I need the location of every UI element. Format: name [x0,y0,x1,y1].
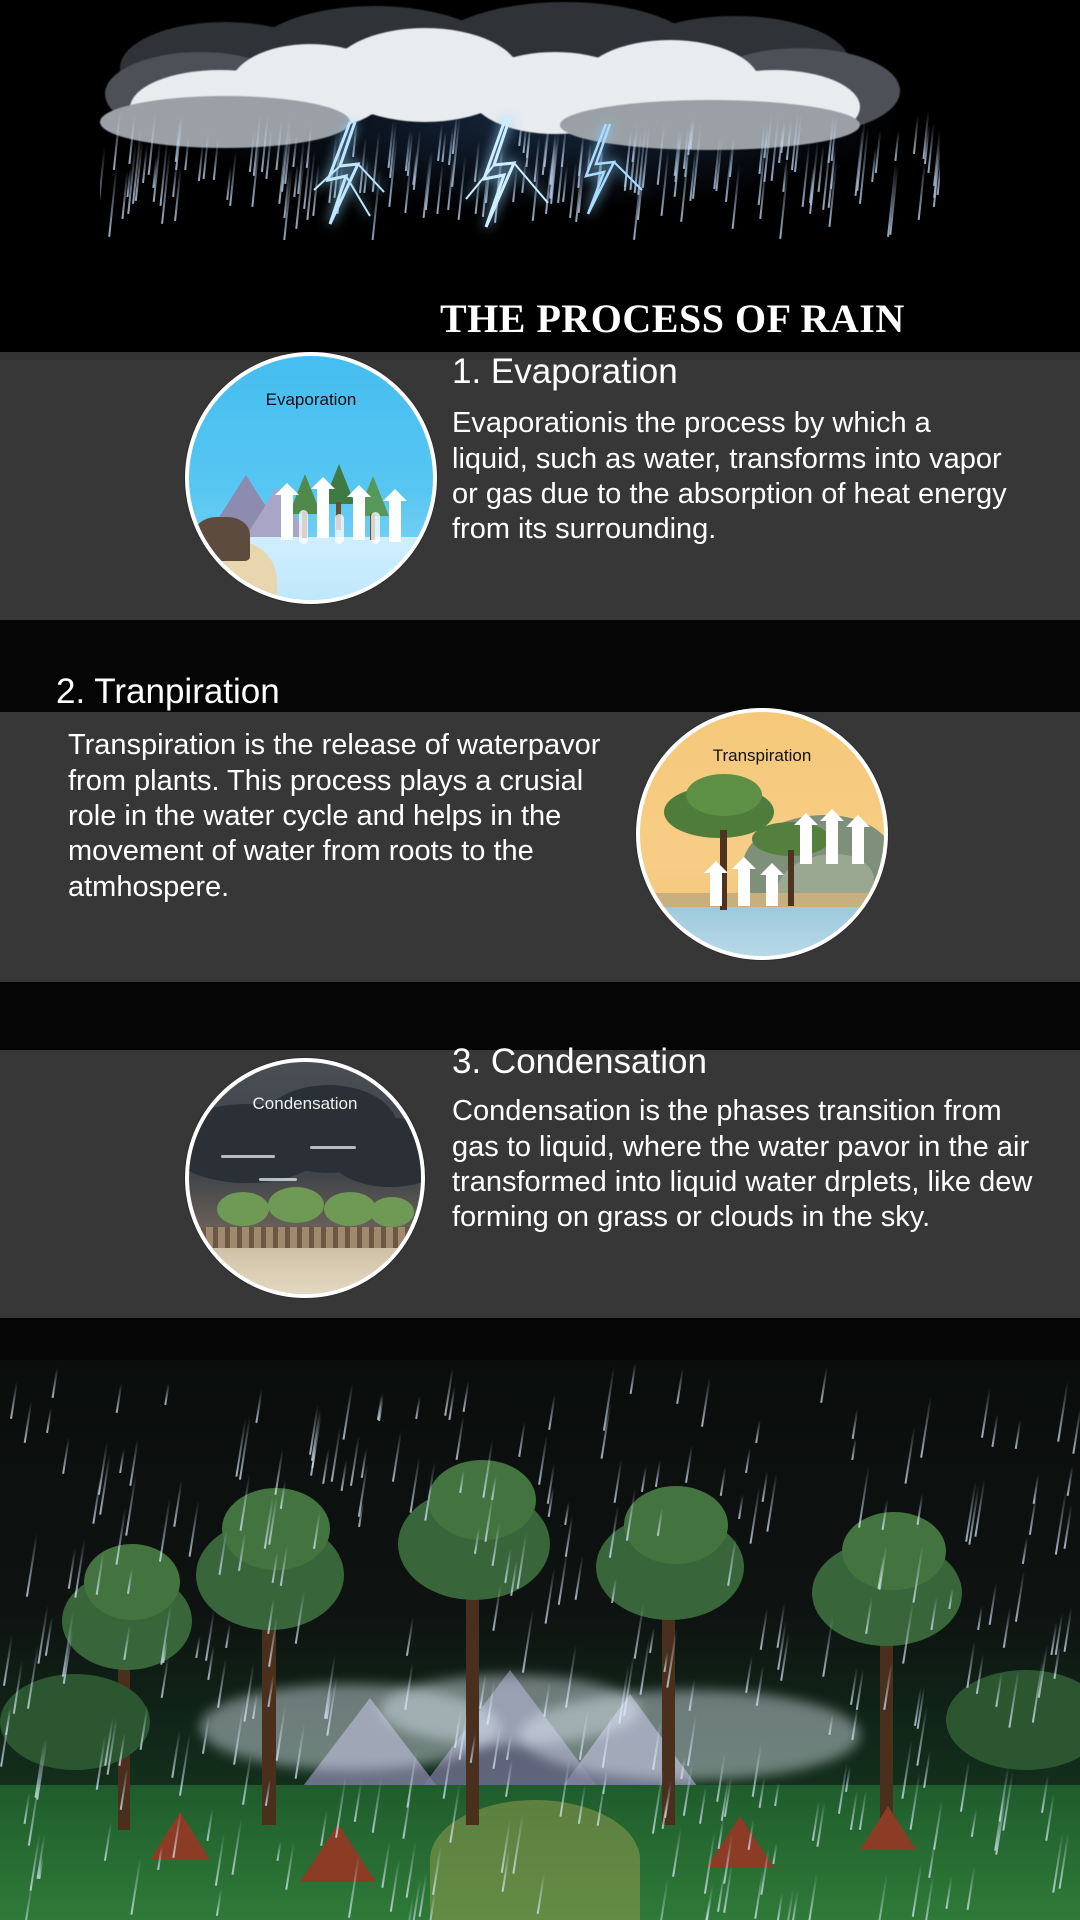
tree-canopy [222,1488,330,1570]
cloud-streak [310,1146,356,1149]
tree-trunk [880,1615,893,1825]
vapor-wisp [371,512,380,544]
section-3-heading: 3. Condensation [452,1042,707,1081]
grass-path [430,1800,640,1920]
evaporation-caption: Evaporation [265,390,357,410]
tree-canopy [686,774,762,816]
vapor-arrow-icon [800,822,812,864]
tent-shape [706,1816,774,1868]
tree-canopy [842,1512,946,1590]
vapor-arrow-icon [317,486,329,538]
tree-canopy [84,1544,180,1620]
tree-canopy [946,1670,1080,1770]
vapor-arrow-icon [852,824,864,864]
railing [189,1227,421,1248]
pond-water [640,907,884,956]
bush-shape [324,1192,376,1226]
tree-trunk [662,1595,675,1825]
condensation-illustration [185,1058,425,1298]
bush-shape [217,1192,269,1226]
tree-trunk [788,850,794,906]
fog-patch [380,1675,640,1745]
bush-shape [268,1187,324,1223]
vapor-arrow-icon [353,494,365,540]
vapor-arrow-icon [281,492,293,540]
vapor-arrow-icon [738,866,750,906]
tree-canopy [624,1486,728,1564]
section-1-text [452,352,1032,548]
section-3-text [452,1042,1052,1236]
transpiration-caption: Transpiration [712,746,812,766]
cloud-streak [259,1178,297,1181]
vapor-wisp [299,510,308,544]
section-1-body: Evaporationis the process by which a liquid, such as water, transforms into vapor or gas due to the absorption of heat energy from its surrounding. [452,407,1007,546]
section-2-body: Transpiration is the release of waterpavor from plants. This process plays a crusial role in the water cycle and helps in the movement of water from roots to the atmhospere. [68,729,601,903]
section-3-body: Condensation is the phases transition from gas to liquid, where the water pavor in the air transformed into liquid water drplets, like dew forming on grass or clouds in the sky. [452,1095,1033,1234]
vapor-arrow-icon [766,872,778,906]
tent-shape [860,1806,916,1850]
tent-shape [300,1824,376,1882]
forest-scene [0,1360,1080,1920]
cloud-streak [221,1155,275,1158]
section-1-heading: 1. Evaporation [452,352,678,391]
bush-shape [370,1197,414,1227]
lightning-bolt-icon [300,120,430,250]
lightning-bolt-icon [560,122,670,232]
section-2-heading: 2. Tranpiration [56,672,280,711]
condensation-caption: Condensation [252,1094,358,1114]
rock-shape [194,517,250,561]
vapor-arrow-icon [826,818,838,864]
page-title: THE PROCESS OF RAIN [440,296,905,341]
road-strip [189,1243,421,1294]
vapor-wisp [335,514,344,544]
evaporation-illustration [185,352,437,604]
tree-trunk [466,1575,479,1825]
vapor-arrow-icon [710,870,722,906]
section-2-text [56,672,656,905]
transpiration-illustration [636,708,888,960]
tree-canopy [428,1460,536,1540]
tree-canopy [0,1674,150,1770]
tent-shape [150,1812,210,1860]
vapor-arrow-icon [389,498,401,542]
